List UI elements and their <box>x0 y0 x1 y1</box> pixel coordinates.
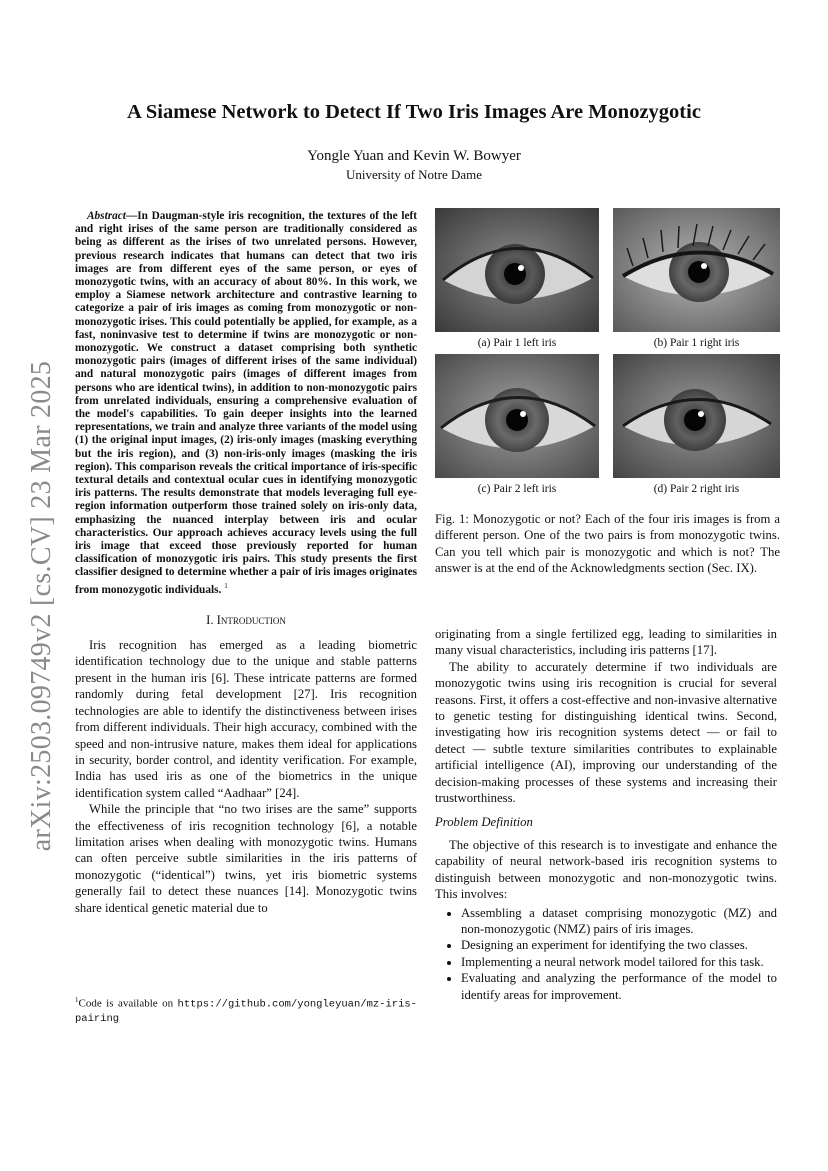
iris-image-c <box>435 354 599 478</box>
right-paragraph-2: The ability to accurately determine if two individuals are monozygotic twins using iris recognition is crucial for several reasons. First, it offers a cost-effective and non-invasive alternative to genetic testing for distinguishing identical twins. Second, investigating how iris recognition systems detect — or fail to detect — subtle texture similarities contributes to explainable artificial intelligence (AI), improving our understanding of the decision-making processes of these systems and increasing their trustworthiness. <box>435 659 777 806</box>
footnote-url[interactable]: https://github.com/yongleyuan/mz-iris-pairing <box>75 998 417 1025</box>
figure-1 <box>435 208 780 600</box>
subcaption-c: (c) Pair 2 left iris <box>477 483 557 495</box>
abstract <box>75 210 417 597</box>
list-item: • Assembling a dataset comprising monozygotic (MZ) and non-monozygotic (NMZ) pairs of iris images. <box>461 905 777 938</box>
subcaption-b: (b) Pair 1 right iris <box>653 337 740 349</box>
iris-image-d <box>613 354 780 478</box>
iris-image-b <box>613 208 780 332</box>
intro-paragraph-2: While the principle that “no two irises are the same” supports the effectiveness of iris recognition technology [6], a notable limitation arises when dealing with monozygotic twins. Humans can often perceive subtle similarities in the iris patterns of monozygotic (“identical”) twins, yet iris biometric systems generally fail to detect these nuances [14]. Monozygotic twins share identical genetic material due to <box>75 802 417 915</box>
list-item: • Evaluating and analyzing the performance of the model to identify areas for improvement. <box>461 970 777 1003</box>
authors: Yongle Yuan and Kevin W. Bowyer <box>307 148 521 164</box>
left-column <box>75 210 417 916</box>
arxiv-stamp <box>22 358 62 853</box>
right-column <box>435 626 777 1003</box>
subsection-title: Problem Definition <box>435 815 533 830</box>
abstract-text: In Daugman-style iris recognition, the textures of the left and right irises of the same person are traditionally considered as being as different as the irises of two unrelated persons. However, previous research indicates that humans can detect that two iris images are from different eyes of the same person, or eyes of monozygotic twins, with an accuracy of about 80%. In this work, we employ a Siamese network architecture and contrastive learning to categorize a pair of iris images as coming from monozygotic or non-monozygotic irises. This could potentially be applied, for example, as a fast, noninvasive test to determine if twins are monozygotic or non-monozygotic. We construct a dataset comprising both synthetic monozygotic pairs (images of different irises of the same individual) and natural monozygotic pairs (images of different images from persons who are identical twins), in addition to non-monozygotic pairs from unrelated individuals, ensuring a comprehensive evaluation of the model's capabilities. To gain deeper insights into the learned representations, we train and analyze three variants of the model using (1) the original input images, (2) iris-only images (masking everything but the iris region), and (3) non-iris-only images (masking the iris region). This comparison reveals the critical importance of iris-specific textural details and contextual ocular cues in identifying monozygotic iris patterns. The results demonstrate that models leveraging full eye-region information outperform those trained solely on iris-only data, emphasizing the nuanced interplay between iris and ocular characteristics. Our approach achieves accuracy levels using the full iris image that exceed those previously reported for human classification of monozygotic iris pairs. This study presents the first classifier designed to determine whether a pair of iris images originates from monozygotic individuals. <box>75 210 418 596</box>
subcaption-d: (d) Pair 2 right iris <box>653 483 740 495</box>
iris-image-a <box>435 208 599 332</box>
intro-paragraph-1: Iris recognition has emerged as a leading biometric identification technology due to the unique and stable patterns present in the human iris [6]. These intricate patterns are formed randomly during fetal development [27]. Iris recognition technologies are able to identify the distinctiveness between irises from different individuals. Their high accuracy, combined with the speed and non-intrusive nature, makes them ideal for applications in security, border control, and identity verification. For example, India has used iris as one of the biometrics in the unique identification system called “Aadhaar” [24]. <box>75 638 417 800</box>
footnote-mark: 1 <box>75 996 79 1004</box>
abstract-dash: — <box>125 210 138 222</box>
footnote <box>75 994 417 1026</box>
abstract-footnote-mark: 1 <box>224 581 228 590</box>
list-item: • Implementing a neural network model tailored for this task. <box>461 954 777 970</box>
paper-title: A Siamese Network to Detect If Two Iris Images Are Monozygotic <box>127 101 701 123</box>
list-item: • Designing an experiment for identifying the two classes. <box>461 937 777 953</box>
right-paragraph-1: originating from a single fertilized egg, leading to similarities in many visual characteristics, including iris patterns [17]. <box>435 627 777 658</box>
objectives-list <box>435 905 777 1003</box>
abstract-label: Abstract <box>87 210 126 222</box>
arxiv-stamp-text: arXiv:2503.09749v2 [cs.CV] 23 Mar 2025 <box>26 360 58 851</box>
affiliation: University of Notre Dame <box>345 167 483 182</box>
figure-caption: Fig. 1: Monozygotic or not? Each of the four iris images is from a different person. One of the two pairs is from monozygotic twins. Can you tell which pair is monozygotic and which is not? The answer is at the end of the Acknowledgments section (Sec. IX). <box>435 512 780 576</box>
section-heading-introduction: I. Introduction <box>206 612 286 627</box>
problem-paragraph: The objective of this research is to investigate and enhance the capability of neural network-based iris recognition systems to distinguish between monozygotic and non-monozygotic twins. This involves: <box>435 837 777 902</box>
footnote-text: Code is available on <box>78 997 174 1010</box>
subcaption-a: (a) Pair 1 left iris <box>477 337 557 349</box>
